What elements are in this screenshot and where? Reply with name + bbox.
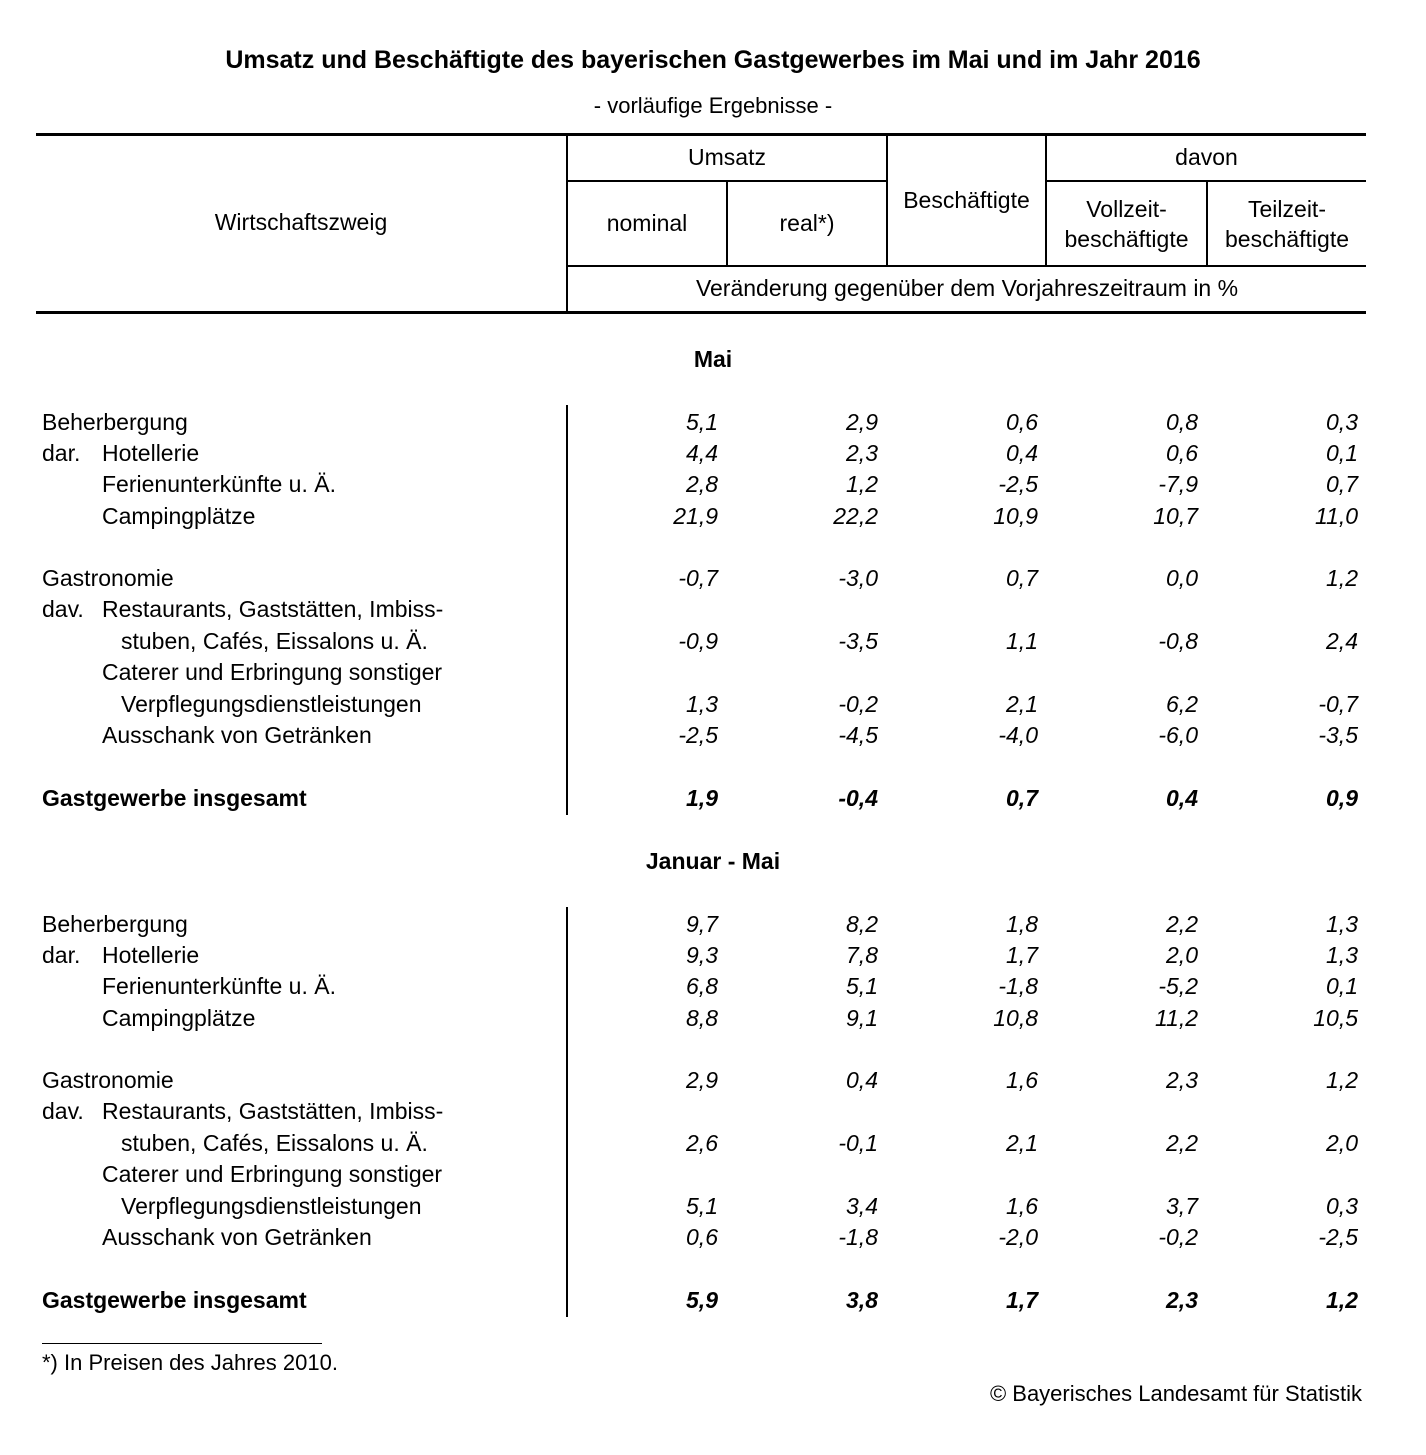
page-title: Umsatz und Beschäftigte des bayerischen Gastgewerbes im Mai und im Jahr 2016 [225, 46, 1201, 74]
row-label: Hotellerie [102, 440, 200, 466]
cell-vollzeit: 0,8 [1166, 409, 1198, 435]
cell-nominal: 21,9 [673, 503, 718, 529]
cell-beschaeftigte: 1,1 [1006, 628, 1038, 654]
cell-nominal: 6,8 [686, 973, 718, 999]
cell-real: -0,1 [838, 1130, 878, 1156]
umsatz-underline [568, 180, 888, 182]
cell-real: -1,8 [838, 1224, 878, 1250]
row-label: Hotellerie [102, 942, 200, 968]
header-teilzeit-line2: beschäftigte [1224, 226, 1350, 252]
cell-nominal: 2,6 [686, 1130, 718, 1156]
header-unit: Veränderung gegenüber dem Vorjahreszeitraum in % [695, 275, 1239, 301]
table-row [0, 1003, 1426, 1033]
table-row [0, 657, 1426, 687]
cell-nominal: 0,6 [686, 1224, 718, 1250]
cell-vollzeit: 2,2 [1166, 911, 1198, 937]
cell-vollzeit: -6,0 [1158, 722, 1198, 748]
header-davon: davon [1175, 144, 1238, 170]
header-branch: Wirtschaftszweig [214, 209, 388, 235]
cell-nominal: 1,9 [686, 785, 718, 811]
row-label-continued: stuben, Cafés, Eissalons u. Ä. [121, 1130, 428, 1156]
table-row [0, 1128, 1426, 1158]
unit-topline [568, 265, 1366, 267]
cell-teilzeit: -0,7 [1318, 691, 1358, 717]
cell-teilzeit: 1,2 [1326, 1287, 1358, 1313]
footnote-rule [42, 1343, 322, 1344]
cell-nominal: 9,3 [686, 942, 718, 968]
cell-beschaeftigte: -2,0 [998, 1224, 1038, 1250]
cell-real: 3,4 [846, 1193, 878, 1219]
cell-real: 0,4 [846, 1067, 878, 1093]
table-row [0, 971, 1426, 1001]
table-row [0, 1222, 1426, 1252]
cell-nominal: -0,7 [678, 565, 718, 591]
cell-nominal: -0,9 [678, 628, 718, 654]
table-row [0, 720, 1426, 750]
cell-vollzeit: 0,4 [1166, 785, 1198, 811]
row-prefix: dar. [42, 942, 81, 968]
row-label: Gastgewerbe insgesamt [42, 785, 307, 811]
cell-teilzeit: 1,3 [1326, 911, 1358, 937]
row-label: Ferienunterkünfte u. Ä. [102, 471, 336, 497]
table-row [0, 689, 1426, 719]
cell-beschaeftigte: 0,7 [1006, 785, 1038, 811]
cell-vollzeit: 2,0 [1166, 942, 1198, 968]
cell-nominal: 2,8 [686, 471, 718, 497]
cell-beschaeftigte: 0,6 [1006, 409, 1038, 435]
cell-beschaeftigte: -1,8 [998, 973, 1038, 999]
table-row [0, 909, 1426, 939]
cell-beschaeftigte: 0,4 [1006, 440, 1038, 466]
cell-real: 5,1 [846, 973, 878, 999]
cell-teilzeit: 1,3 [1326, 942, 1358, 968]
header-nominal: nominal [606, 210, 688, 236]
cell-beschaeftigte: 1,7 [1006, 942, 1038, 968]
cell-real: 2,3 [846, 440, 878, 466]
cell-nominal: 4,4 [686, 440, 718, 466]
cell-beschaeftigte: 1,6 [1006, 1193, 1038, 1219]
cell-nominal: 8,8 [686, 1005, 718, 1031]
cell-vollzeit: -7,9 [1158, 471, 1198, 497]
table-row [0, 1096, 1426, 1126]
table-row [0, 1065, 1426, 1095]
table-row [0, 563, 1426, 593]
cell-nominal: 5,1 [686, 1193, 718, 1219]
cell-real: 9,1 [846, 1005, 878, 1031]
table-row [0, 469, 1426, 499]
cell-real: -0,4 [838, 785, 878, 811]
row-label: Beherbergung [42, 911, 188, 937]
cell-real: 8,2 [846, 911, 878, 937]
row-label: Beherbergung [42, 409, 188, 435]
cell-teilzeit: 1,2 [1326, 565, 1358, 591]
row-label: Campingplätze [102, 1005, 256, 1031]
footnote: *) In Preisen des Jahres 2010. [42, 1350, 338, 1375]
row-label: Gastgewerbe insgesamt [42, 1287, 307, 1313]
cell-beschaeftigte: -2,5 [998, 471, 1038, 497]
cell-real: -3,5 [838, 628, 878, 654]
table-row-total [0, 783, 1426, 813]
cell-teilzeit: 1,2 [1326, 1067, 1358, 1093]
cell-teilzeit: 10,5 [1313, 1005, 1358, 1031]
header-top-rule [36, 133, 1366, 136]
cell-beschaeftigte: 1,8 [1006, 911, 1038, 937]
table-row [0, 501, 1426, 531]
cell-teilzeit: 11,0 [1314, 503, 1358, 529]
cell-vollzeit: 3,7 [1166, 1193, 1198, 1219]
cell-nominal: 9,7 [686, 911, 718, 937]
table-row [0, 626, 1426, 656]
header-real: real*) [779, 210, 835, 236]
cell-teilzeit: 0,7 [1326, 471, 1358, 497]
row-prefix: dav. [42, 596, 84, 622]
row-label-continued: Verpflegungsdienstleistungen [121, 691, 422, 717]
cell-beschaeftigte: 2,1 [1006, 691, 1038, 717]
table-row [0, 1191, 1426, 1221]
cell-real: 2,9 [846, 409, 878, 435]
cell-teilzeit: 0,3 [1326, 1193, 1358, 1219]
row-label: Ausschank von Getränken [102, 1224, 372, 1250]
table-row [0, 940, 1426, 970]
cell-vollzeit: 0,6 [1166, 440, 1198, 466]
cell-beschaeftigte: 10,9 [993, 503, 1038, 529]
cell-real: -3,0 [838, 565, 878, 591]
table-row-total [0, 1285, 1426, 1315]
cell-vollzeit: -5,2 [1158, 973, 1198, 999]
cell-real: 22,2 [833, 503, 878, 529]
cell-teilzeit: 0,9 [1326, 785, 1358, 811]
header-teilzeit-line1: Teilzeit- [1248, 196, 1326, 222]
header-vollzeit-line2: beschäftigte [1064, 226, 1189, 252]
cell-nominal: 2,9 [686, 1067, 718, 1093]
header-vollzeit-line1: Vollzeit- [1086, 196, 1167, 222]
cell-real: -0,2 [838, 691, 878, 717]
cell-nominal: 5,1 [686, 409, 718, 435]
row-label: Restaurants, Gaststätten, Imbiss- [102, 1098, 444, 1124]
row-label: Caterer und Erbringung sonstiger [102, 659, 443, 685]
cell-teilzeit: 0,1 [1326, 973, 1358, 999]
cell-vollzeit: 6,2 [1166, 691, 1198, 717]
row-label: Ferienunterkünfte u. Ä. [102, 973, 336, 999]
cell-teilzeit: -2,5 [1318, 1224, 1358, 1250]
row-label: Caterer und Erbringung sonstiger [102, 1161, 443, 1187]
row-label: Campingplätze [102, 503, 256, 529]
row-label-continued: Verpflegungsdienstleistungen [121, 1193, 422, 1219]
cell-vollzeit: 2,2 [1166, 1130, 1198, 1156]
table-row [0, 594, 1426, 624]
cell-vollzeit: 2,3 [1166, 1287, 1198, 1313]
cell-teilzeit: 2,0 [1326, 1130, 1358, 1156]
header-umsatz: Umsatz [688, 144, 766, 170]
cell-beschaeftigte: 2,1 [1006, 1130, 1038, 1156]
row-label: Gastronomie [42, 565, 174, 591]
cell-vollzeit: -0,8 [1158, 628, 1198, 654]
cell-vollzeit: 11,2 [1154, 1005, 1198, 1031]
cell-teilzeit: 0,1 [1326, 440, 1358, 466]
cell-vollzeit: 2,3 [1166, 1067, 1198, 1093]
cell-beschaeftigte: -4,0 [998, 722, 1038, 748]
cell-real: 3,8 [846, 1287, 878, 1313]
cell-beschaeftigte: 0,7 [1006, 565, 1038, 591]
table-row [0, 407, 1426, 437]
section-title: Mai [693, 346, 733, 372]
cell-teilzeit: 2,4 [1326, 628, 1358, 654]
row-label: Ausschank von Getränken [102, 722, 372, 748]
cell-vollzeit: -0,2 [1158, 1224, 1198, 1250]
cell-nominal: 1,3 [686, 691, 718, 717]
row-label: Restaurants, Gaststätten, Imbiss- [102, 596, 444, 622]
cell-beschaeftigte: 10,8 [993, 1005, 1038, 1031]
cell-teilzeit: -3,5 [1318, 722, 1358, 748]
cell-real: 7,8 [846, 942, 878, 968]
cell-real: 1,2 [846, 471, 878, 497]
header-bottom-rule [36, 311, 1366, 314]
cell-teilzeit: 0,3 [1326, 409, 1358, 435]
copyright: © Bayerisches Landesamt für Statistik [989, 1381, 1362, 1406]
row-prefix: dar. [42, 440, 81, 466]
cell-nominal: -2,5 [678, 722, 718, 748]
header-beschaeftigte: Beschäftigte [903, 187, 1030, 213]
row-prefix: dav. [42, 1098, 84, 1124]
cell-beschaeftigte: 1,6 [1006, 1067, 1038, 1093]
section-title: Januar - Mai [645, 848, 781, 874]
cell-vollzeit: 10,7 [1153, 503, 1198, 529]
cell-nominal: 5,9 [686, 1287, 718, 1313]
cell-beschaeftigte: 1,7 [1006, 1287, 1038, 1313]
page-subtitle: - vorläufige Ergebnisse - [593, 93, 833, 118]
cell-vollzeit: 0,0 [1166, 565, 1198, 591]
row-label-continued: stuben, Cafés, Eissalons u. Ä. [121, 628, 428, 654]
cell-real: -4,5 [838, 722, 878, 748]
table-row [0, 438, 1426, 468]
table-row [0, 1159, 1426, 1189]
row-label: Gastronomie [42, 1067, 174, 1093]
